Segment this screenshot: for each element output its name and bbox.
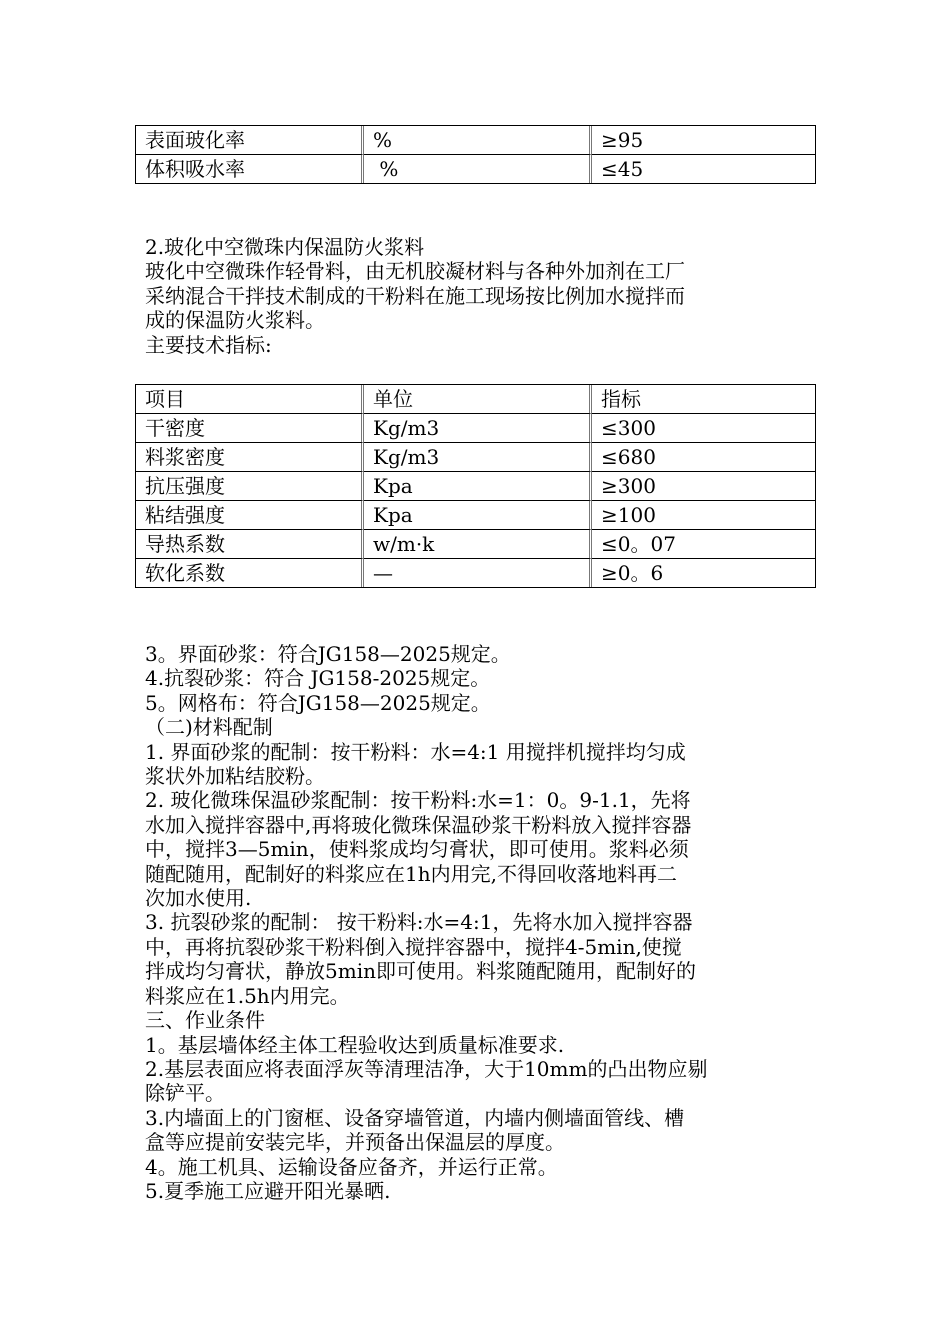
- table-cell: —: [364, 559, 592, 587]
- table-cell: 表面玻化率: [136, 126, 364, 155]
- header-cell-item: 项目: [136, 385, 364, 414]
- text-line: 浆状外加粘结胶粉。: [145, 764, 325, 789]
- text-line: 拌成均匀膏状，静放5min即可使用。料浆随配随用，配制好的: [145, 959, 696, 984]
- text-line: 1. 界面砂浆的配制：按干粉料：水=4:1 用搅拌机搅拌均匀成: [145, 739, 686, 764]
- table-cell: Kpa: [364, 472, 592, 501]
- table-cell: %: [364, 126, 592, 155]
- table-cell: %: [364, 155, 592, 183]
- description-line: 玻化中空微珠作轻骨料，由无机胶凝材料与各种外加剂在工厂: [145, 259, 685, 284]
- subsection-heading: （二)材料配制: [145, 715, 273, 740]
- table-row: [136, 472, 815, 501]
- text-line: 2. 玻化微珠保温砂浆配制：按干粉料:水=1：0。9-1.1，先将: [145, 788, 691, 813]
- table-cell: 抗压强度: [136, 472, 364, 501]
- text-line: 水加入搅拌容器中,再将玻化微珠保温砂浆干粉料放入搅拌容器: [145, 812, 692, 837]
- section-heading: 三、作业条件: [145, 1008, 265, 1033]
- table-cell: 软化系数: [136, 559, 364, 587]
- table-row: [136, 443, 815, 472]
- technical-indicators-table: [135, 384, 816, 588]
- section-heading: 2.玻化中空微珠内保温防火浆料: [145, 235, 425, 259]
- description-line: 成的保温防火浆料。: [145, 308, 325, 333]
- table-cell: ≥0。6: [601, 561, 664, 585]
- text-line: 盒等应提前安装完毕，并预备出保温层的厚度。: [145, 1130, 565, 1155]
- table-header-row: [136, 385, 815, 414]
- table-cell: 料浆密度: [136, 443, 364, 472]
- table-cell: 干密度: [136, 414, 364, 443]
- properties-table-1: [135, 125, 816, 184]
- body-text: [145, 642, 810, 1203]
- table-cell: 体积吸水率: [136, 155, 364, 183]
- text-line: 3。界面砂浆：符合JG158—2025规定。: [145, 642, 511, 666]
- table-row: [136, 530, 815, 559]
- table-row: [136, 559, 815, 587]
- table-row: [136, 501, 815, 530]
- table-cell: ≥95: [592, 126, 815, 155]
- table-cell: ≤680: [592, 443, 815, 472]
- table-cell: w/m·k: [364, 530, 592, 559]
- table-row: [136, 414, 815, 443]
- text-line: 随配随用，配制好的料浆应在1h内用完,不得回收落地料再二: [145, 861, 677, 886]
- text-line: 3. 抗裂砂浆的配制： 按干粉料:水=4:1，先将水加入搅拌容器: [145, 910, 693, 935]
- text-line: 除铲平。: [145, 1081, 225, 1106]
- text-line: 中，再将抗裂砂浆干粉料倒入搅拌容器中，搅拌4-5min,使搅: [145, 934, 682, 959]
- table-cell: Kg/m3: [364, 414, 592, 443]
- header-cell-unit: 单位: [364, 385, 592, 414]
- text-line: 3.内墙面上的门窗框、设备穿墙管道，内墙内侧墙面管线、槽: [145, 1105, 685, 1130]
- table-cell: ≥300: [592, 472, 815, 501]
- text-line: 4。施工机具、运输设备应备齐，并运行正常。: [145, 1154, 558, 1179]
- text-line: 1。基层墙体经主体工程验收达到质量标准要求.: [145, 1032, 565, 1057]
- table-cell: 粘结强度: [136, 501, 364, 530]
- table-row: [136, 126, 815, 155]
- description-line: 采纳混合干拌技术制成的干粉料在施工现场按比例加水搅拌而: [145, 283, 685, 308]
- table-cell: ≤0。07: [592, 530, 815, 559]
- text-line: 2.基层表面应将表面浮灰等清理洁净，大于10mm的凸出物应剔: [145, 1056, 708, 1081]
- table-cell: ≤45: [601, 157, 644, 181]
- text-line: 5.夏季施工应避开阳光暴晒.: [145, 1178, 391, 1203]
- text-line: 料浆应在1.5h内用完。: [145, 983, 350, 1008]
- table-cell: Kg/m3: [364, 443, 592, 472]
- table-cell: 导热系数: [136, 530, 364, 559]
- text-line: 次加水使用.: [145, 886, 252, 911]
- section-2-intro: [145, 235, 810, 357]
- text-line: 4.抗裂砂浆：符合 JG158-2025规定。: [145, 666, 491, 691]
- table-cell: ≥100: [592, 501, 815, 530]
- text-line: 5。网格布：符合JG158—2025规定。: [145, 690, 491, 715]
- text-line: 中，搅拌3—5min，使料浆成均匀膏状，即可使用。浆料必须: [145, 837, 689, 862]
- header-cell-indicator: 指标: [592, 385, 815, 414]
- table-cell: ≤300: [592, 414, 815, 443]
- indicator-label: 主要技术指标:: [145, 332, 272, 357]
- table-row: [136, 155, 815, 183]
- table-cell: Kpa: [364, 501, 592, 530]
